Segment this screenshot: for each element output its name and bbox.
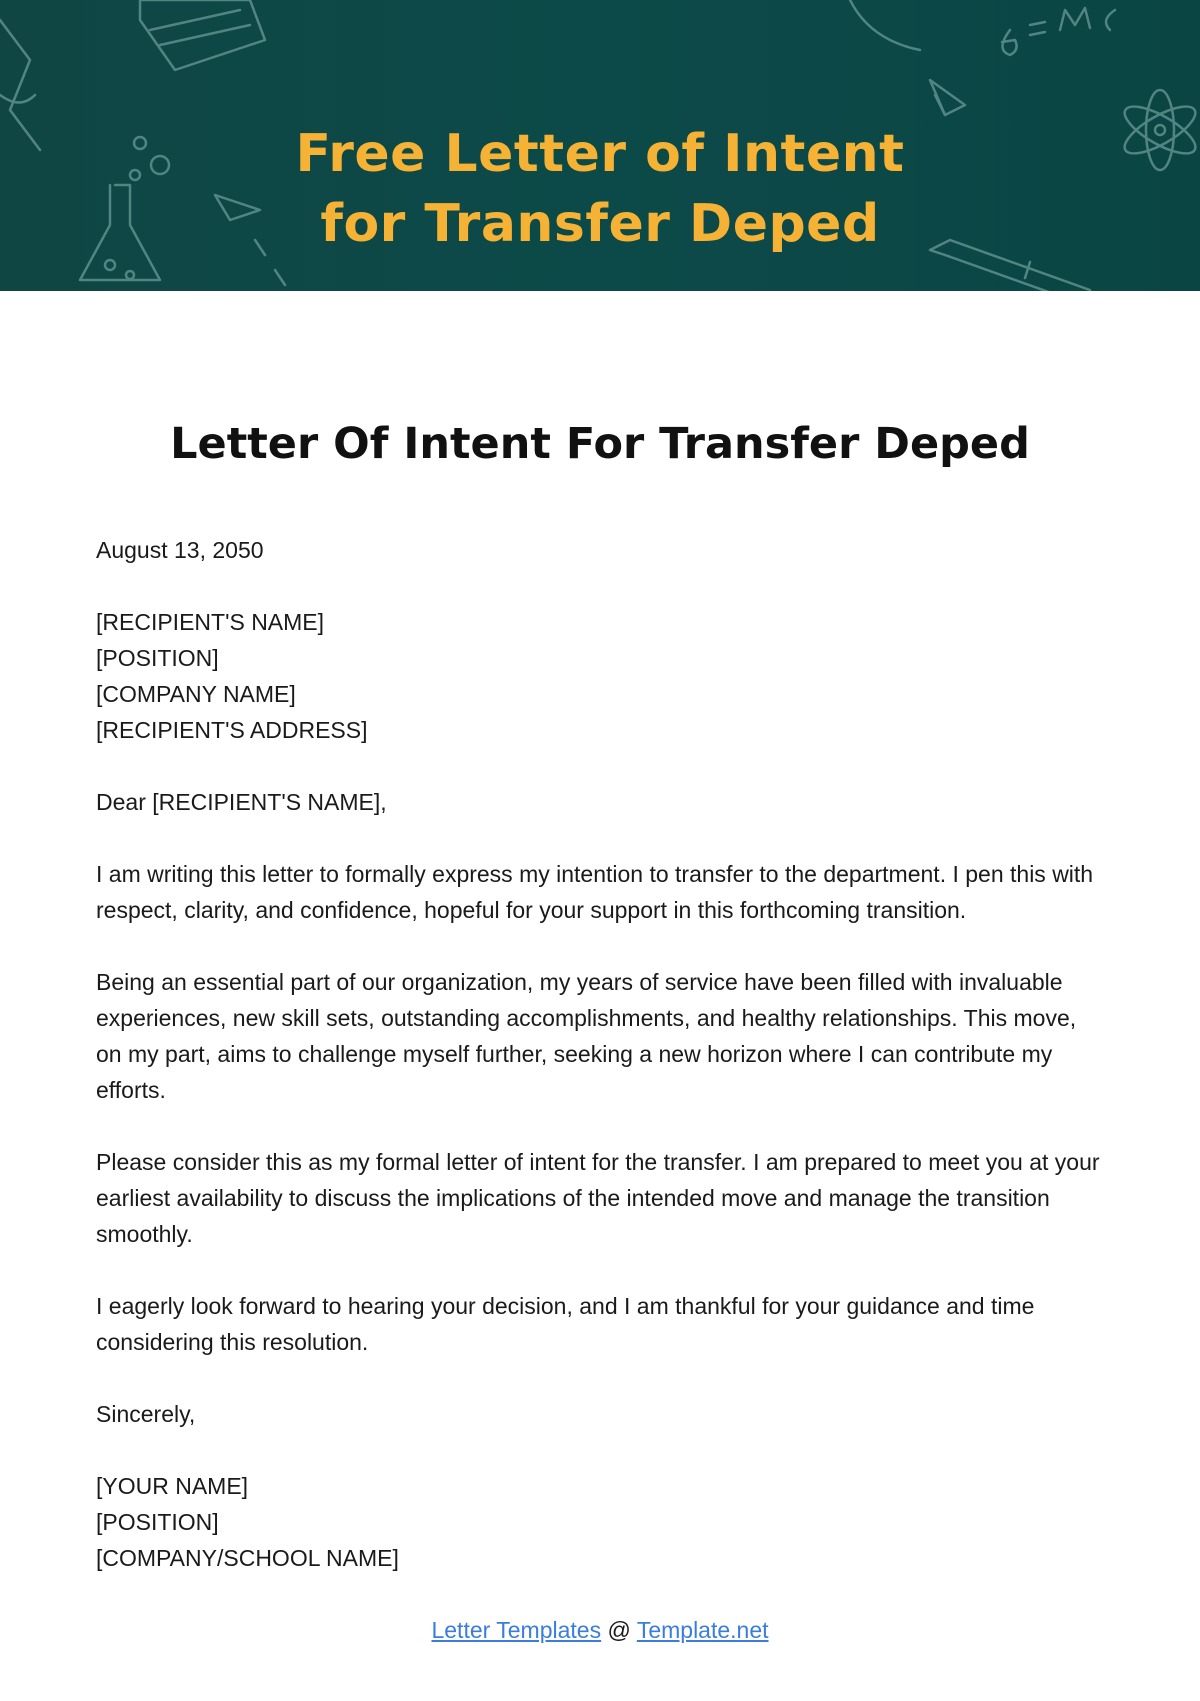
document-title: Letter Of Intent For Transfer Deped xyxy=(170,419,1030,469)
body-paragraph-4: I eagerly look forward to hearing your decision, and I am thankful for your guidance and time considering this resolution. xyxy=(96,1293,1035,1355)
salutation: Dear [RECIPIENT'S NAME], xyxy=(96,789,387,815)
recipient-block xyxy=(96,604,1106,748)
template-net-link[interactable]: Template.net xyxy=(636,1617,769,1643)
recipient-address: [RECIPIENT'S ADDRESS] xyxy=(96,717,368,743)
header-banner xyxy=(0,0,1200,291)
letter-date: August 13, 2050 xyxy=(96,537,264,563)
body-paragraph-2: Being an essential part of our organization, my years of service have been filled with invaluable experiences, new skill sets, outstanding accomplishments, and healthy relationships. This move, on my part, aims to challenge myself further, seeking a new horizon where I can contribute my efforts. xyxy=(96,969,1077,1103)
recipient-position: [POSITION] xyxy=(96,645,219,671)
banner-title-line-1: Free Letter of Intent xyxy=(295,123,905,184)
footer xyxy=(0,1612,1200,1648)
recipient-company: [COMPANY NAME] xyxy=(96,681,296,707)
banner-title-line-2: for Transfer Deped xyxy=(320,193,880,254)
recipient-name: [RECIPIENT'S NAME] xyxy=(96,609,325,635)
footer-separator: @ xyxy=(607,1617,631,1643)
closing: Sincerely, xyxy=(96,1401,196,1427)
sender-position: [POSITION] xyxy=(96,1509,219,1535)
sender-company: [COMPANY/SCHOOL NAME] xyxy=(96,1545,399,1571)
banner-title xyxy=(0,119,1200,259)
sender-block xyxy=(96,1468,1106,1576)
letter-templates-link[interactable]: Letter Templates xyxy=(431,1617,602,1643)
body-paragraph-1: I am writing this letter to formally express my intention to transfer to the department. I pen this with respect, clarity, and confidence, hopeful for your support in this forthcoming transition. xyxy=(96,861,1094,923)
body-paragraph-3: Please consider this as my formal letter of intent for the transfer. I am prepared to meet you at your earliest availability to discuss the implications of the intended move and manage the transition smoothly. xyxy=(96,1149,1100,1247)
sender-name: [YOUR NAME] xyxy=(96,1473,249,1499)
letter-body xyxy=(96,532,1106,1612)
